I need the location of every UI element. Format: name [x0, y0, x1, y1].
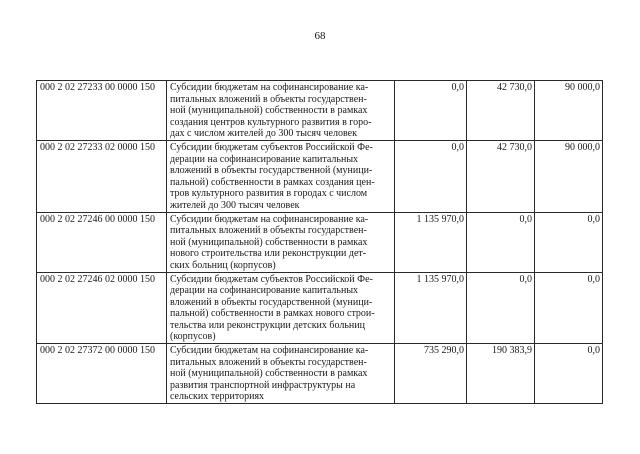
description-line: пальной) собственности в рамках нового строи-: [170, 308, 375, 320]
table-row: [37, 212, 603, 272]
description-line: Субсидии бюджетам субъектов Российской Фе-: [170, 141, 373, 153]
table-row: [37, 344, 603, 404]
description-line: питальных вложений в объекты государствен-: [170, 225, 367, 237]
description-line: вложений в объекты государственной (муници-: [170, 296, 373, 308]
description-line: питальных вложений в объекты государствен-: [170, 356, 367, 368]
description-cell: [167, 81, 395, 141]
table-row: [37, 81, 603, 141]
description-line: вложений в объекты государственной (муници-: [170, 165, 373, 177]
description-line: ной (муниципальной) собственности в рамках: [170, 105, 368, 117]
budget-code-cell: 000 2 02 27233 00 0000 150: [37, 81, 167, 141]
description-line: жителей до 300 тысяч человек: [170, 199, 300, 211]
description-cell: [167, 272, 395, 344]
value-cell-3: 90 000,0: [535, 140, 603, 212]
value-cell-1: 1 135 970,0: [395, 272, 467, 344]
description-line: дерации на софинансирование капитальных: [170, 153, 359, 165]
description-line: ной (муниципальной) собственности в рамках: [170, 368, 368, 380]
description-line: сельских территориях: [170, 391, 265, 403]
description-line: нового строительства или реконструкции дет-: [170, 248, 367, 260]
value-cell-2: 190 383,9: [467, 344, 535, 404]
description-line: ских больниц (корпусов): [170, 259, 276, 271]
budget-code-cell: 000 2 02 27246 00 0000 150: [37, 212, 167, 272]
description-line: (корпусов): [170, 331, 216, 343]
description-line: питальных вложений в объекты государствен-: [170, 93, 367, 105]
value-cell-3: 90 000,0: [535, 81, 603, 141]
description-line: Субсидии бюджетам на софинансирование ка-: [170, 213, 369, 225]
description-line: Субсидии бюджетам на софинансирование ка-: [170, 345, 369, 357]
description-line: создания центров культурного развития в горо-: [170, 116, 372, 128]
value-cell-1: 1 135 970,0: [395, 212, 467, 272]
table-row: [37, 272, 603, 344]
value-cell-3: 0,0: [535, 272, 603, 344]
description-line: Субсидии бюджетам субъектов Российской Фе-: [170, 273, 373, 285]
description-line: тельства или реконструкции детских больниц: [170, 319, 365, 331]
table-row: [37, 140, 603, 212]
value-cell-2: 0,0: [467, 212, 535, 272]
description-line: дах с числом жителей до 300 тысяч человек: [170, 128, 357, 140]
value-cell-1: 0,0: [395, 81, 467, 141]
description-line: развития транспортной инфраструктуры на: [170, 379, 356, 391]
budget-code-cell: 000 2 02 27372 00 0000 150: [37, 344, 167, 404]
description-cell: [167, 344, 395, 404]
description-line: тров культурного развития в городах с числом: [170, 188, 368, 200]
value-cell-3: 0,0: [535, 344, 603, 404]
description-line: дерации на софинансирование капитальных: [170, 285, 359, 297]
budget-code-cell: 000 2 02 27233 02 0000 150: [37, 140, 167, 212]
description-line: пальной) собственности в рамках создания цен-: [170, 176, 375, 188]
description-cell: [167, 212, 395, 272]
budget-table: [36, 80, 603, 404]
value-cell-2: 42 730,0: [467, 140, 535, 212]
value-cell-2: 0,0: [467, 272, 535, 344]
value-cell-3: 0,0: [535, 212, 603, 272]
description-cell: [167, 140, 395, 212]
value-cell-2: 42 730,0: [467, 81, 535, 141]
value-cell-1: 0,0: [395, 140, 467, 212]
description-line: ной (муниципальной) собственности в рамках: [170, 236, 368, 248]
value-cell-1: 735 290,0: [395, 344, 467, 404]
description-line: Субсидии бюджетам на софинансирование ка-: [170, 82, 369, 93]
page-number: 68: [314, 30, 326, 42]
budget-code-cell: 000 2 02 27246 02 0000 150: [37, 272, 167, 344]
